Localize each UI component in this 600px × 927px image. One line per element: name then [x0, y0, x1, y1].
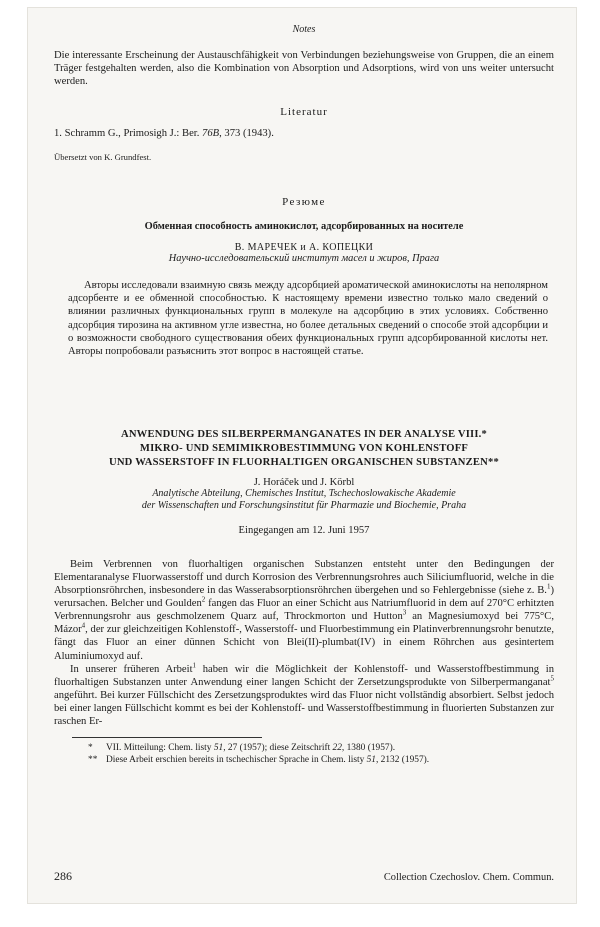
translator-note: Übersetzt von K. Grundfest. — [54, 152, 152, 163]
p2-text-c: angeführt. Bei kurzer Füllschicht des Zersetzungsproduktes wird das Fluor nicht vollständig absorbiert. Selbst jedoch bei einer langen Füllschicht kommt es bei der Kohlenstoff- und Wasserstoffbestimmung in fluorierten Substanzen zur raschen Er- — [54, 689, 554, 727]
literature-heading: Literatur — [280, 106, 328, 119]
ref-sup-4: 4 — [81, 621, 86, 630]
resume-text: Авторы исследовали взаимную связь между адсорбцией ароматической аминокислоты на неполярном адсорбенте и ее обменной способностью. К настоящему времени известно только мало сведений о влиянии различных функциональных групп в молекуле на адсорбцию в этих условиях. Собственно адсорбция тирозина на активном угле известна, но более детальных сведений о способе этой адсорбции и о возможности свободного существования обеих функциональных групп адсорбированной кислоты нет. Авторы попробовали разъяснить этот вопрос в настоящей статье. — [68, 280, 548, 357]
article-title — [54, 428, 554, 470]
footnote-1-text-b: , 27 (1957); diese Zeitschrift — [223, 743, 333, 754]
ref-sup-5: 5 — [550, 674, 554, 683]
page-number: 286 — [54, 869, 72, 883]
reference-1-suffix: , 373 (1943). — [219, 128, 274, 140]
footnote-divider — [72, 737, 262, 738]
footnote-1-vol-2: 22 — [332, 743, 342, 754]
p1-text-c: fangen das Fluor an einer Schicht aus Natriumfluorid in dem auf 270°C erhitzten Verbrennungsrohr aus geschmolzenem Quarz auf, Throckmorton und Hutton — [54, 598, 554, 623]
article-institute-line-2: der Wissenschaften und Forschungsinstitut für Pharmazie und Biochemie, Praha — [141, 500, 467, 512]
running-head: Notes — [292, 24, 316, 35]
footnote-1-text-a: VII. Mitteilung: Chem. listy — [106, 743, 214, 754]
p1-text-b: ) verursachen. Belcher und Goulden — [54, 585, 554, 610]
ref-sup-1b: 1 — [192, 661, 197, 670]
reference-1 — [54, 127, 554, 140]
p1-text-e: , der zur gleichzeitigen Kohlenstoff-, Wasserstoff- und Fluorbestimmung ein Platinverbrennungsrohr benutzte, fängt das Fluor an einer dünnen Schicht von Blei(II)-plumbat(IV) in einem Röhrchen aus gesintertem Aluminiumoxyd auf. — [54, 624, 554, 662]
ref-sup-3: 3 — [402, 608, 407, 617]
footnote-2-text-b: , 2132 (1957). — [375, 755, 430, 766]
resume-subtitle: Обменная способность аминокислот, адсорбированных на носителе — [144, 221, 464, 233]
reference-1-prefix: 1. Schramm G., Primosigh J.: Ber. — [54, 128, 203, 140]
footnote-2-vol: 51 — [366, 755, 376, 766]
article-paragraph-2 — [54, 663, 554, 728]
reference-1-volume: 76B — [202, 128, 220, 140]
article-paragraph-1 — [54, 558, 554, 663]
article-title-line-1: ANWENDUNG DES SILBERPERMANGANATES IN DER ANALYSE VIII.* — [120, 428, 488, 440]
article-authors: J. Horáček und J. Körbl — [253, 476, 355, 488]
footnote-1-text-c: , 1380 (1957). — [341, 743, 396, 754]
resume-authors: В. МАРЕЧЕК и А. КОПЕЦКИ — [234, 242, 374, 254]
journal-name: Collection Czechoslov. Chem. Commun. — [383, 872, 554, 883]
page-footer — [54, 869, 554, 884]
p2-text-b: haben wir die Möglichkeit der Kohlenstoff- und Wasserstoffbestimmung in fluorhaltigen Substanzen unter Anwendung einer langen Schicht der Zersetzungsprodukte von Silberpermanganat — [54, 663, 554, 688]
footnote-2-mark: ** — [88, 755, 98, 766]
resume-heading: Резюме — [282, 196, 326, 209]
footnote-1-vol-1: 51 — [213, 743, 224, 754]
ref-sup-1: 1 — [546, 582, 551, 591]
article-institute-line-1: Analytische Abteilung, Chemisches Institut, Tschechoslowakische Akademie — [152, 487, 456, 499]
footnote-2-text-a: Diese Arbeit erschien bereits in tschechischer Sprache in Chem. listy — [106, 755, 367, 766]
resume-institute: Научно-исследовательский институт масел и жиров, Прага — [168, 253, 440, 265]
ref-sup-2: 2 — [201, 595, 206, 604]
p2-text-a: In unserer früheren Arbeit — [70, 663, 193, 675]
p1-text-a: Beim Verbrennen von fluorhaltigen organischen Substanzen entsteht unter den Bedingungen der Elementaranalyse Fluorwasserstoff und durch Korrosion des Verbrennungsrohres auch Siliciumfluorid, welche in die Absorptionsröhrchen, insbesondere in das Wasserabsorptionsröhrchen übergehen und so Fehlergebnisse (siehe z. B. — [54, 558, 554, 597]
article-title-line-3: UND WASSERSTOFF IN FLUORHALTIGEN ORGANISCHEN SUBSTANZEN** — [108, 456, 499, 468]
article-institute — [54, 488, 554, 513]
document-page — [28, 8, 576, 903]
footnote-1 — [54, 742, 554, 754]
footnote-2 — [54, 754, 554, 766]
intro-paragraph: Die interessante Erscheinung der Austauschfähigkeit von Verbindungen beziehungsweise von Gruppen, die an einem Träger festgehalten werden, also die Kombination von Absorption und Adsorptions, wird von uns weiter untersucht werden. — [54, 50, 554, 88]
received-date: Eingegangen am 12. Juni 1957 — [238, 524, 370, 536]
footnote-1-mark: * — [88, 743, 93, 754]
p1-text-d: an Magnesiumoxyd bei 775°C, Mázor — [54, 611, 554, 636]
article-title-line-2: MIKRO- UND SEMIMIKROBESTIMMUNG VON KOHLENSTOFF — [139, 442, 469, 454]
